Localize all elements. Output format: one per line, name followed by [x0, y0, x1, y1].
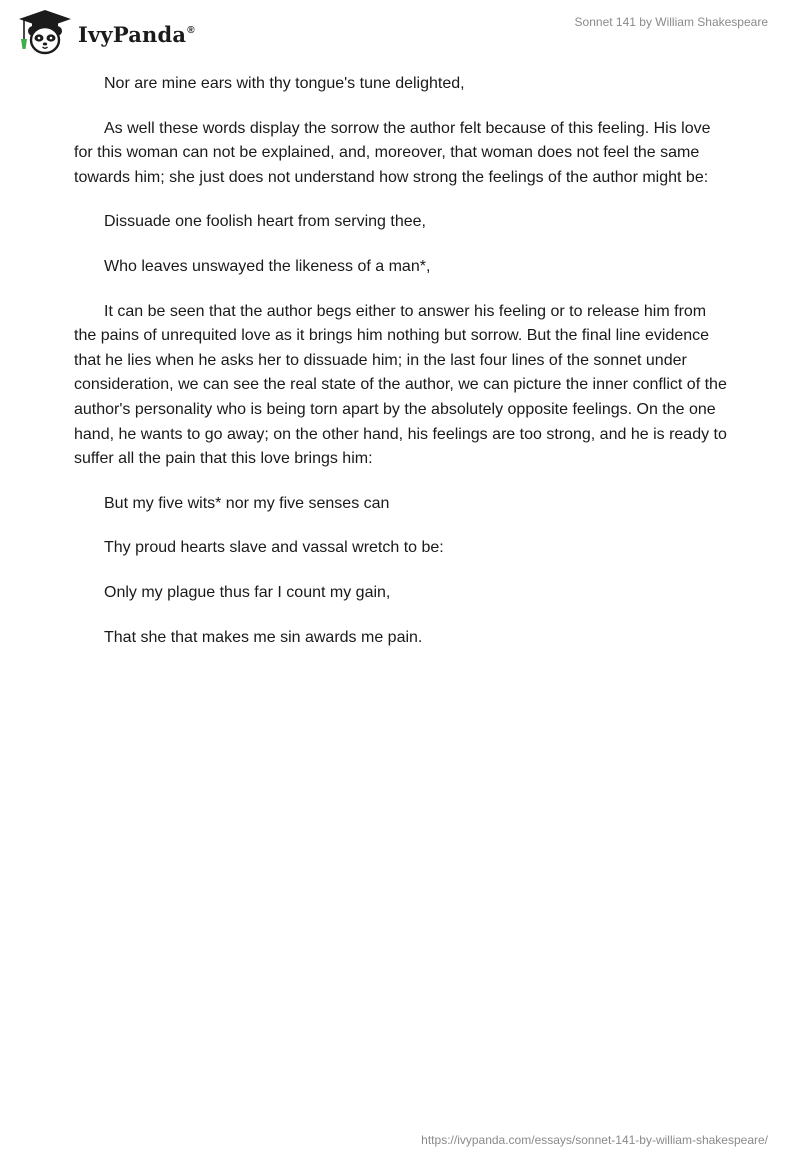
essay-body: [74, 72, 730, 670]
brand-logo[interactable]: [16, 9, 195, 57]
paragraph: Who leaves unswayed the likeness of a man*,: [104, 257, 431, 275]
panda-graduate-icon: [16, 9, 74, 57]
source-url-link[interactable]: https://ivypanda.com/essays/sonnet-141-by-william-shakespeare/: [421, 1133, 768, 1147]
brand-name: IvyPanda®: [78, 21, 195, 47]
registered-mark: ®: [187, 24, 195, 36]
paragraph: Only my plague thus far I count my gain,: [104, 583, 391, 601]
paragraph: That she that makes me sin awards me pain.: [104, 628, 423, 646]
paragraph: Thy proud hearts slave and vassal wretch to be:: [104, 539, 444, 557]
paragraph: As well these words display the sorrow the author felt because of this feeling. His love for this woman can not be explained, and, moreover, that woman does not feel the same towards him; she just does not understand how strong the feelings of the author might be:: [74, 119, 711, 186]
paragraph: But my five wits* nor my five senses can: [104, 494, 390, 512]
paragraph: Nor are mine ears with thy tongue's tune delighted,: [104, 75, 465, 92]
paragraph: It can be seen that the author begs either to answer his feeling or to release him from the pains of unrequited love as it brings him nothing but sorrow. But the final line evidence that he lies when he asks her to dissuade him; in the last four lines of the sonnet under consideration, we can see the real state of the author, we can picture the inner conflict of the author's personality who is being torn apart by the absolutely opposite feelings. On the one hand, he wants to go away; on the other hand, his feelings are too strong, and he is ready to suffer all the pain that this love brings him:: [74, 302, 727, 468]
document-title: Sonnet 141 by William Shakespeare: [574, 15, 768, 29]
paragraph: Dissuade one foolish heart from serving thee,: [104, 213, 426, 231]
